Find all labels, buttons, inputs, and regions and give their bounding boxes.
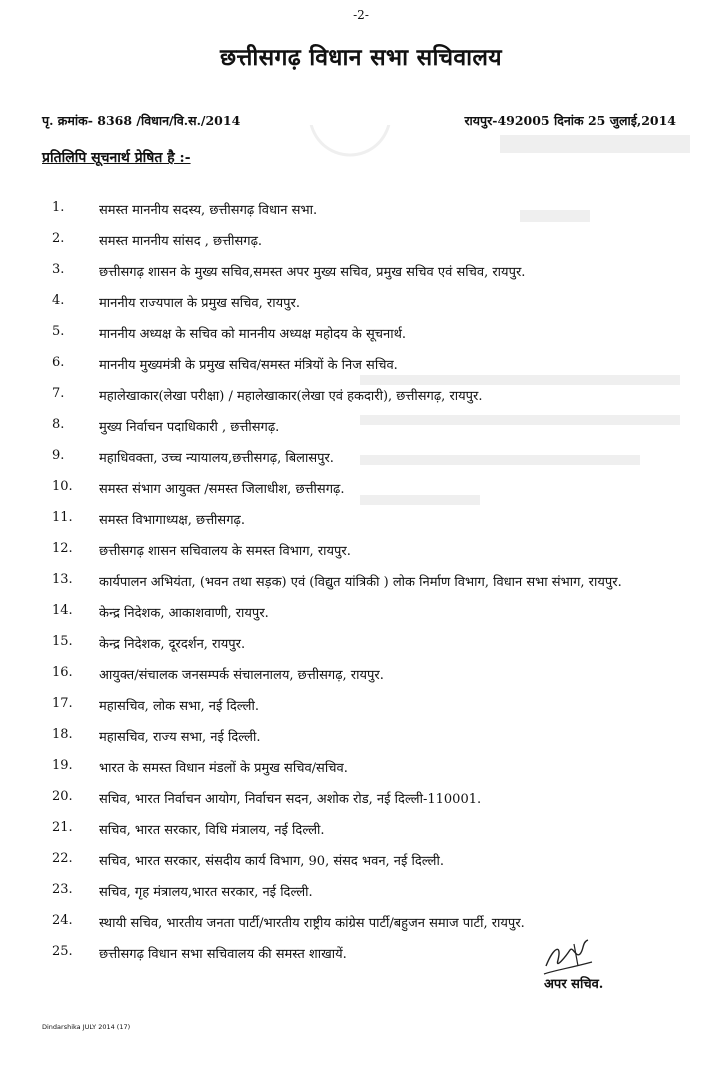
recipient-item	[52, 634, 717, 665]
recipient-text: छत्तीसगढ़ शासन सचिवालय के समस्त विभाग, रायपुर.	[99, 544, 351, 559]
recipient-item	[52, 262, 717, 293]
recipient-text: माननीय मुख्यमंत्री के प्रमुख सचिव/समस्त मंत्रियों के निज सचिव.	[99, 358, 398, 373]
recipient-item	[52, 727, 717, 758]
recipient-number: 22.	[52, 851, 73, 866]
recipient-item	[52, 293, 717, 324]
recipient-text: केन्द्र निदेशक, दूरदर्शन, रायपुर.	[99, 637, 246, 652]
recipient-item	[52, 417, 717, 448]
recipient-text: छत्तीसगढ़ शासन के मुख्य सचिव,समस्त अपर मुख्य सचिव, प्रमुख सचिव एवं सचिव, रायपुर.	[99, 265, 526, 280]
recipient-number: 2.	[52, 231, 65, 246]
recipient-text: महालेखाकार(लेखा परीक्षा) / महालेखाकार(लेखा एवं हकदारी), छत्तीसगढ़, रायपुर.	[99, 389, 483, 404]
recipient-item	[52, 820, 717, 851]
recipient-item	[52, 944, 717, 975]
recipient-item	[52, 324, 717, 355]
recipient-text: समस्त माननीय सदस्य, छत्तीसगढ़ विधान सभा.	[99, 203, 318, 218]
recipient-item	[52, 448, 717, 479]
recipient-number: 12.	[52, 541, 73, 556]
recipient-item	[52, 541, 717, 572]
recipient-item	[52, 851, 717, 882]
recipient-text: सचिव, भारत सरकार, विधि मंत्रालय, नई दिल्ली.	[99, 823, 325, 838]
recipient-item	[52, 758, 717, 789]
recipient-number: 6.	[52, 355, 65, 370]
subject-heading: प्रतिलिपि सूचनार्थ प्रेषित है :-	[42, 150, 191, 166]
recipient-number: 19.	[52, 758, 73, 773]
recipient-number: 25.	[52, 944, 73, 959]
recipient-item	[52, 913, 717, 944]
reference-number: पृ. क्रमांक- 8368 /विधान/वि.स./2014	[42, 113, 241, 128]
recipient-number: 20.	[52, 789, 73, 804]
recipient-text: छत्तीसगढ़ विधान सभा सचिवालय की समस्त शाखायें.	[99, 947, 347, 962]
recipient-text: मुख्य निर्वाचन पदाधिकारी , छत्तीसगढ़.	[99, 420, 280, 435]
footer-code: Dindarshika JULY 2014 (17)	[42, 1023, 131, 1031]
recipient-item	[52, 696, 717, 727]
recipient-text: सचिव, भारत निर्वाचन आयोग, निर्वाचन सदन, अशोक रोड, नई दिल्ली-110001.	[99, 792, 482, 807]
recipient-text: महाधिवक्ता, उच्च न्यायालय,छत्तीसगढ़, बिलासपुर.	[99, 451, 334, 466]
recipient-item	[52, 386, 717, 417]
signatory-designation: अपर सचिव.	[544, 977, 604, 992]
recipient-number: 23.	[52, 882, 73, 897]
recipient-text: समस्त माननीय सांसद , छत्तीसगढ़.	[99, 234, 263, 249]
recipient-number: 5.	[52, 324, 65, 339]
recipient-text: माननीय अध्यक्ष के सचिव को माननीय अध्यक्ष महोदय के सूचनार्थ.	[99, 327, 407, 342]
recipient-number: 4.	[52, 293, 65, 308]
document-title: छत्तीसगढ़ विधान सभा सचिवालय	[220, 44, 502, 71]
recipient-text: भारत के समस्त विधान मंडलों के प्रमुख सचिव/सचिव.	[99, 761, 348, 776]
recipient-text: महासचिव, लोक सभा, नई दिल्ली.	[99, 699, 259, 714]
recipient-number: 16.	[52, 665, 73, 680]
recipient-text: आयुक्त/संचालक जनसम्पर्क संचालनालय, छत्तीसगढ़, रायपुर.	[99, 668, 384, 683]
recipient-text: सचिव, गृह मंत्रालय,भारत सरकार, नई दिल्ली.	[99, 885, 313, 900]
recipient-text: स्थायी सचिव, भारतीय जनता पार्टी/भारतीय राष्ट्रीय कांग्रेस पार्टी/बहुजन समाज पार्टी, रायपुर.	[99, 916, 525, 931]
recipient-text: कार्यपालन अभियंता, (भवन तथा सड़क) एवं (विद्युत यांत्रिकी ) लोक निर्माण विभाग, विधान सभा संभाग, रायपुर.	[99, 575, 622, 590]
recipient-number: 3.	[52, 262, 65, 277]
recipient-item	[52, 355, 717, 386]
recipient-number: 7.	[52, 386, 65, 401]
recipient-text: समस्त संभाग आयुक्त /समस्त जिलाधीश, छत्तीसगढ़.	[99, 482, 345, 497]
place-date: रायपुर-492005 दिनांक 25 जुलाई,2014	[464, 113, 676, 128]
recipient-item	[52, 479, 717, 510]
page-number: -2-	[353, 8, 369, 22]
recipient-number: 21.	[52, 820, 73, 835]
recipient-text: सचिव, भारत सरकार, संसदीय कार्य विभाग, 90, संसद भवन, नई दिल्ली.	[99, 854, 444, 869]
recipient-text: माननीय राज्यपाल के प्रमुख सचिव, रायपुर.	[99, 296, 300, 311]
recipient-number: 11.	[52, 510, 73, 525]
recipient-item	[52, 789, 717, 820]
recipient-number: 13.	[52, 572, 73, 587]
recipient-text: महासचिव, राज्य सभा, नई दिल्ली.	[99, 730, 261, 745]
recipient-number: 24.	[52, 913, 73, 928]
recipient-number: 15.	[52, 634, 73, 649]
recipient-number: 14.	[52, 603, 73, 618]
recipient-item	[52, 231, 717, 262]
recipient-item	[52, 665, 717, 696]
recipient-list	[52, 200, 717, 975]
recipient-number: 8.	[52, 417, 65, 432]
recipient-number: 1.	[52, 200, 65, 215]
recipient-number: 9.	[52, 448, 65, 463]
recipient-text: समस्त विभागाध्यक्ष, छत्तीसगढ़.	[99, 513, 245, 528]
recipient-item	[52, 200, 717, 231]
recipient-number: 17.	[52, 696, 73, 711]
recipient-text: केन्द्र निदेशक, आकाशवाणी, रायपुर.	[99, 606, 269, 621]
recipient-number: 10.	[52, 479, 73, 494]
recipient-item	[52, 572, 717, 603]
recipient-item	[52, 510, 717, 541]
recipient-item	[52, 603, 717, 634]
recipient-item	[52, 882, 717, 913]
recipient-number: 18.	[52, 727, 73, 742]
